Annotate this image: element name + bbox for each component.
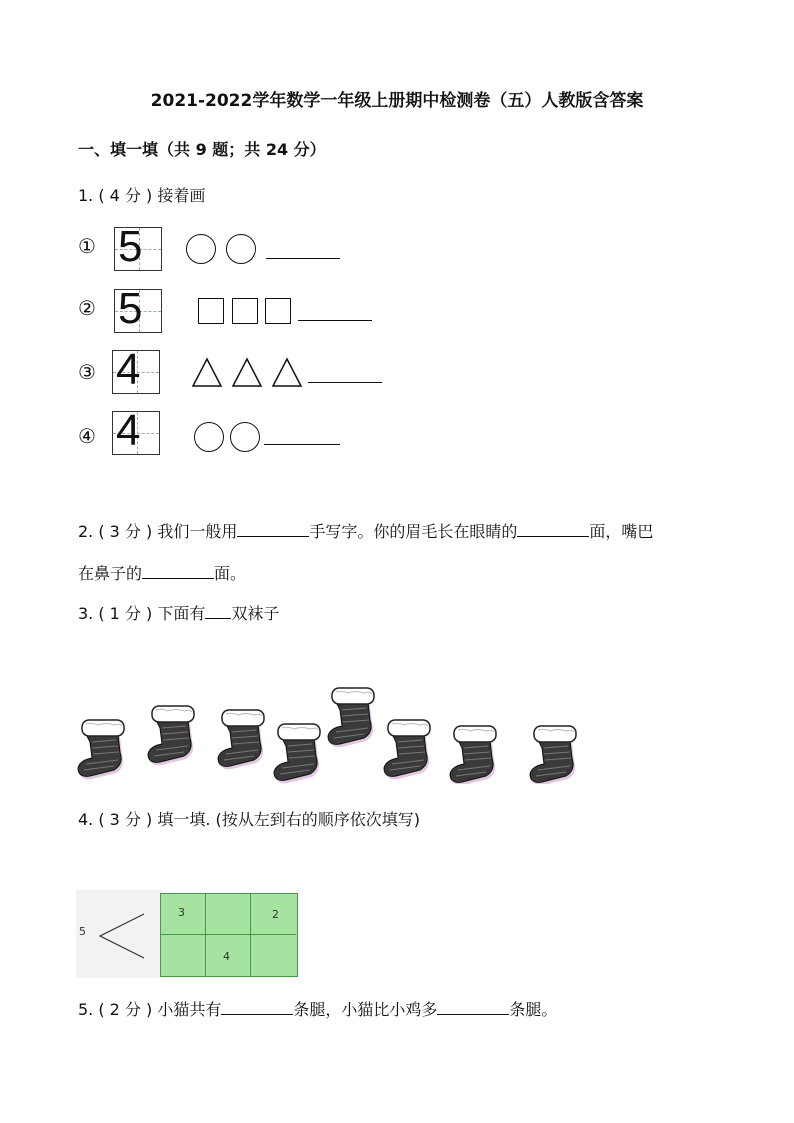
circle-shape [186, 234, 216, 264]
socks-illustration [70, 680, 600, 784]
circle-shape [230, 422, 260, 452]
sock-icon [384, 720, 430, 779]
question-2-line-2 [78, 562, 246, 584]
digit-2: 5 [118, 284, 143, 333]
circle-shape [194, 422, 224, 452]
grid-cell[interactable]: 2 [251, 894, 296, 935]
branch-lines [96, 910, 148, 962]
answer-line-2[interactable] [298, 320, 372, 321]
answer-blank[interactable] [221, 998, 293, 1015]
answer-blank[interactable] [142, 562, 214, 579]
question-3-text: 双袜子 [231, 604, 280, 623]
grid-cell[interactable]: 4 [206, 935, 251, 976]
square-shape [198, 298, 224, 324]
circle-shape [226, 234, 256, 264]
digit-box-3 [112, 345, 160, 394]
question-2-text: 2. ( 3 分 ) 我们一般用 [78, 522, 238, 541]
sock-icon [530, 726, 576, 784]
row-marker-4: ④ [78, 424, 96, 448]
question-5-line [78, 998, 557, 1020]
question-2-line-1 [78, 520, 653, 542]
digit-box-1 [114, 222, 162, 271]
digit-4: 4 [116, 406, 141, 455]
grid-cell[interactable]: 3 [161, 894, 206, 935]
sock-icon [274, 724, 320, 783]
answer-blank[interactable] [437, 998, 509, 1015]
triangle-shape [273, 359, 301, 386]
total-number: 5 [79, 925, 86, 938]
answer-line-3[interactable] [308, 382, 382, 383]
digit-3: 4 [116, 345, 141, 394]
triangle-shapes [190, 355, 308, 389]
section-heading: 一、填一填（共 9 题；共 24 分） [78, 140, 326, 159]
digit-1: 5 [118, 222, 143, 271]
question-5-text: 条腿，小猫比小鸡多 [293, 1000, 438, 1019]
question-2-text: 面。 [214, 564, 247, 583]
digit-box-2 [114, 284, 162, 333]
number-grid [160, 893, 298, 977]
answer-line-1[interactable] [266, 258, 340, 259]
row-marker-1: ① [78, 234, 96, 258]
question-4-label: 4. ( 3 分 ) 填一填. (按从左到右的顺序依次填写) [78, 810, 421, 829]
question-5-text: 条腿。 [509, 1000, 558, 1019]
question-5-text: 5. ( 2 分 ) 小猫共有 [78, 1000, 222, 1019]
grid-cell[interactable] [206, 894, 251, 935]
digit-box-4 [112, 406, 160, 455]
sock-icon [450, 726, 496, 784]
question-3-text: 3. ( 1 分 ) 下面有 [78, 604, 206, 623]
question-2-text: 手写字。你的眉毛长在眼睛的 [309, 522, 518, 541]
row-marker-3: ③ [78, 360, 96, 384]
question-2-text: 面，嘴巴 [589, 522, 654, 541]
question-3-line [78, 602, 279, 624]
sock-icon [328, 688, 374, 747]
sock-icon [218, 710, 264, 769]
grid-cell[interactable] [161, 935, 206, 976]
square-shape [232, 298, 258, 324]
row-marker-2: ② [78, 296, 96, 320]
answer-blank[interactable] [517, 520, 589, 537]
answer-blank[interactable] [205, 602, 231, 619]
answer-line-4[interactable] [264, 444, 340, 445]
triangle-shape [193, 359, 221, 386]
grid-cell[interactable] [251, 935, 296, 976]
page-title: 2021-2022学年数学一年级上册期中检测卷（五）人教版含答案 [150, 91, 644, 111]
triangle-shape [233, 359, 261, 386]
square-shape [265, 298, 291, 324]
question-1-label: 1. ( 4 分 ) 接着画 [78, 186, 206, 205]
sock-icon [148, 706, 194, 765]
sock-icon [78, 720, 124, 779]
question-2-text: 在鼻子的 [78, 564, 143, 583]
answer-blank[interactable] [237, 520, 309, 537]
